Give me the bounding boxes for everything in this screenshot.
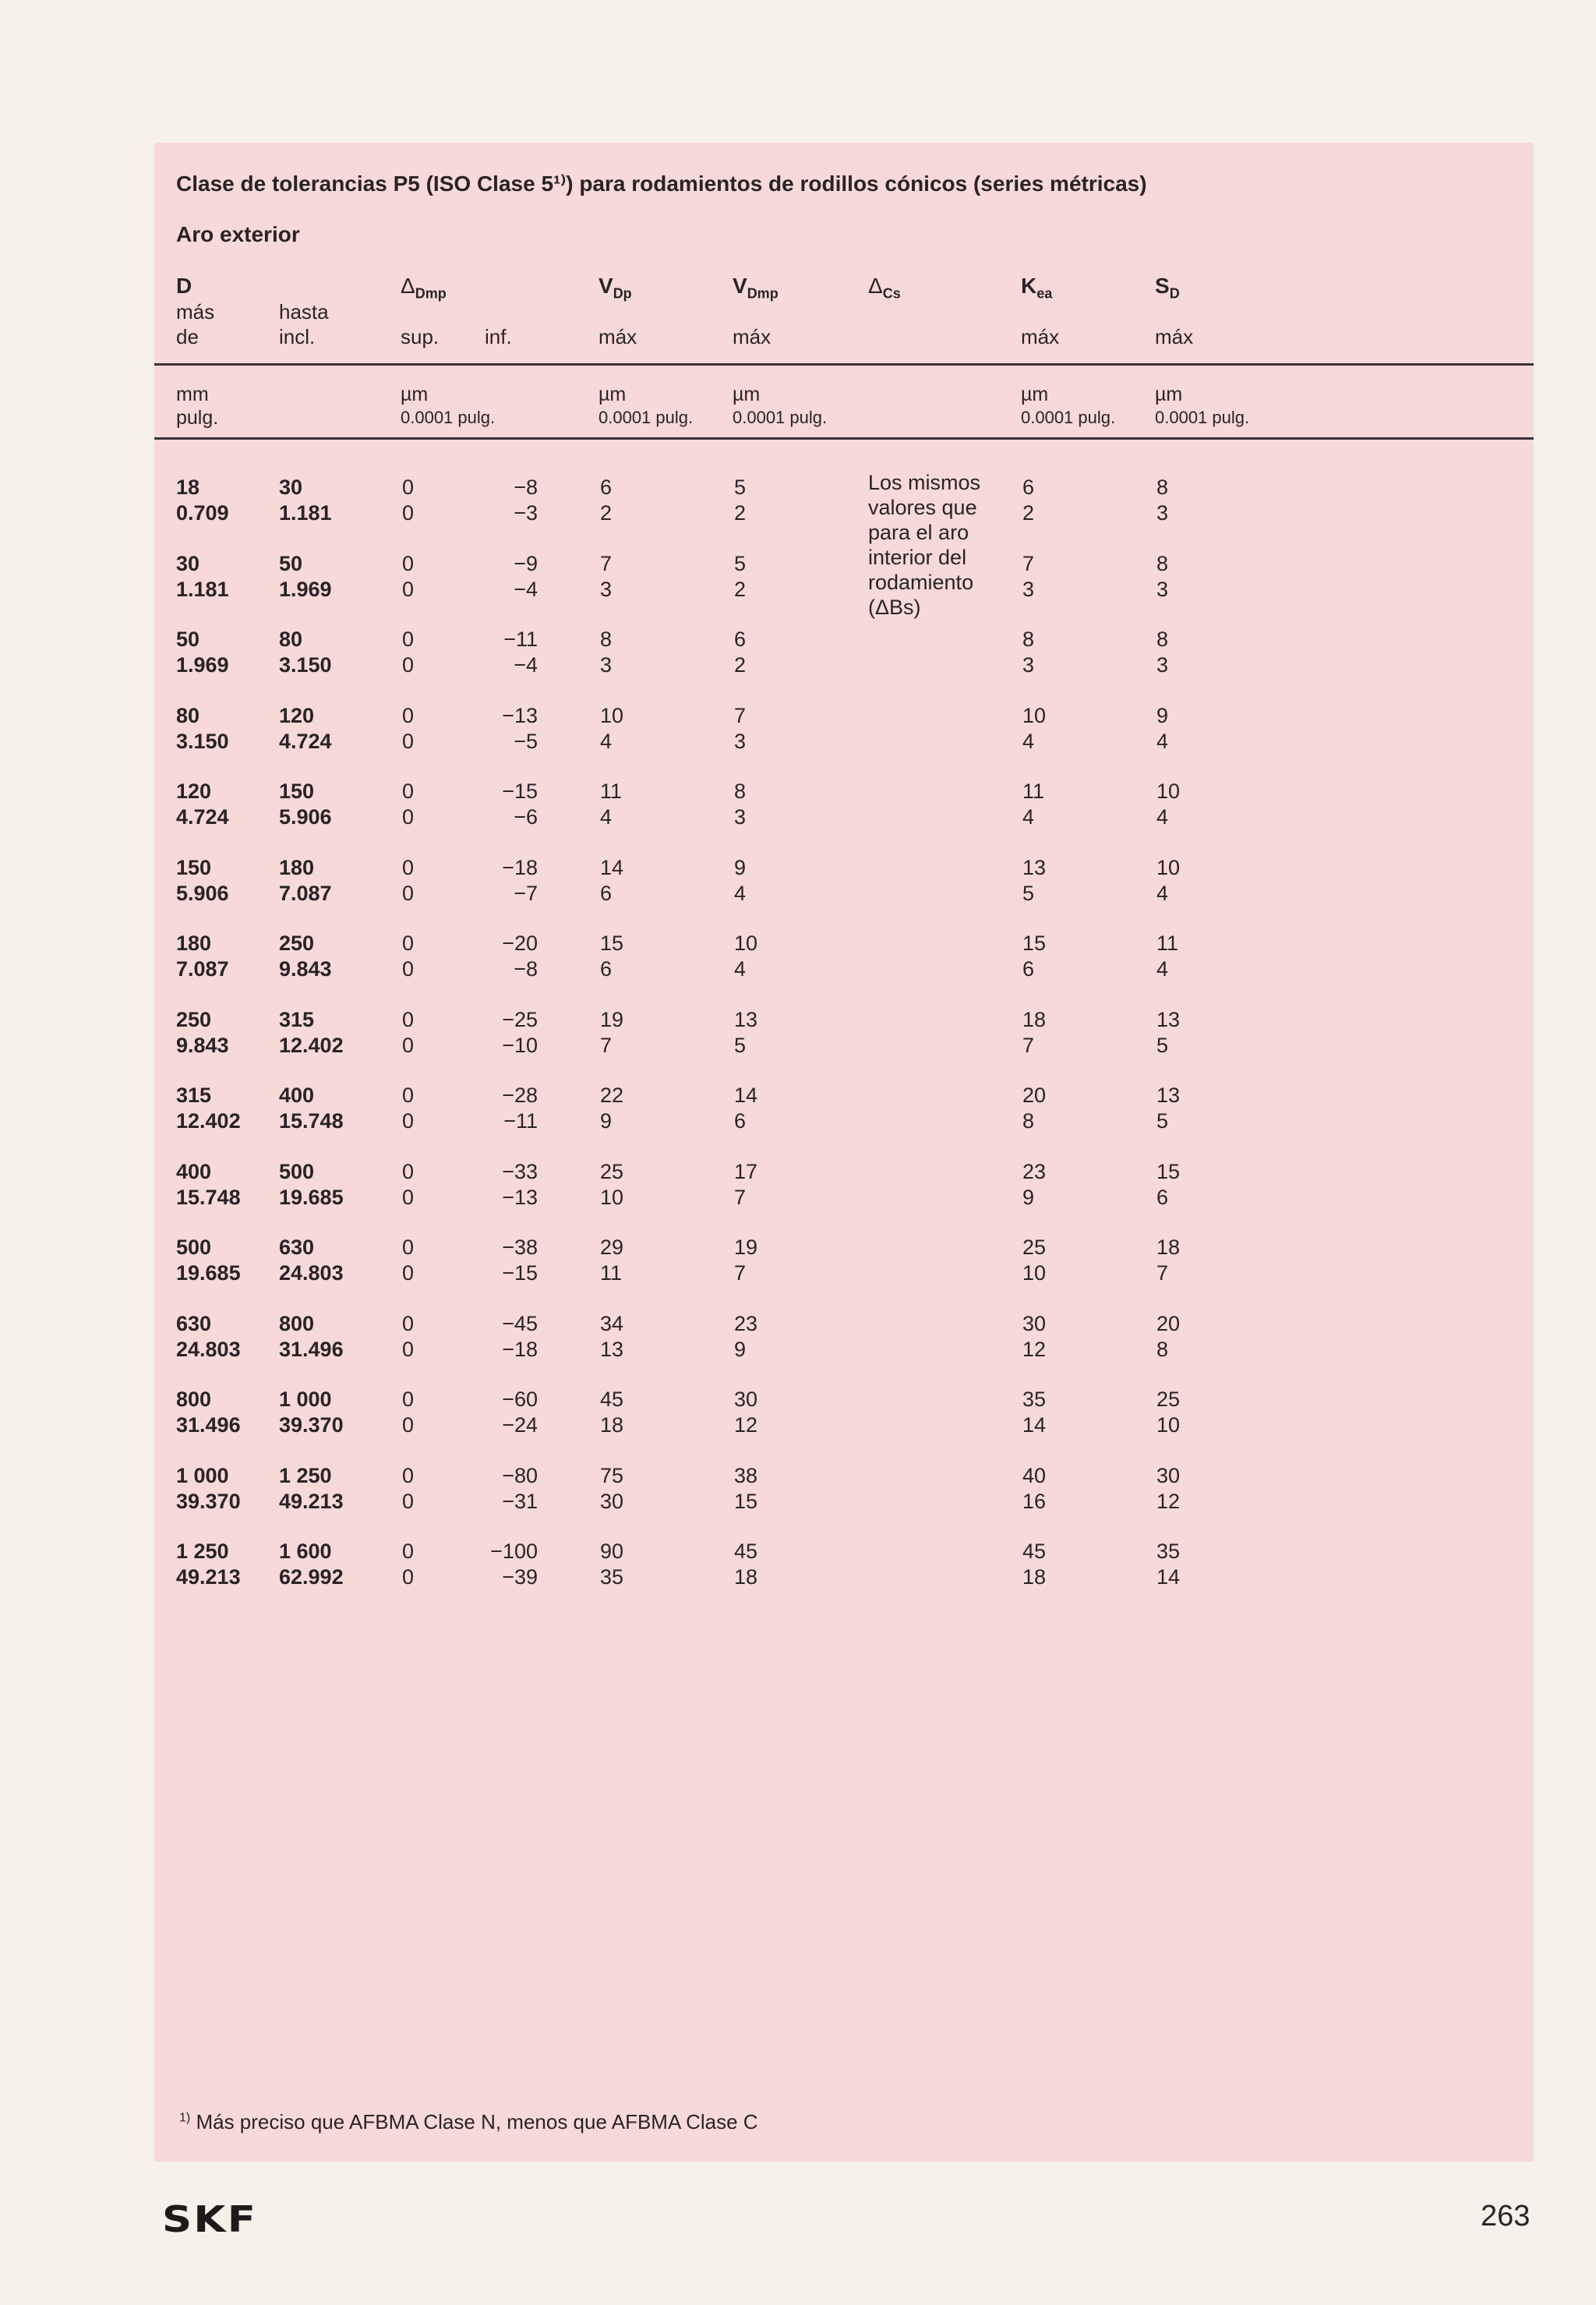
cell-sd: 13 5 xyxy=(1156,1007,1181,1057)
cell-vdmp: 19 7 xyxy=(734,1236,758,1285)
cell-sup: 0 0 xyxy=(402,1236,415,1285)
cell-sup: 0 0 xyxy=(402,1463,415,1513)
table-row xyxy=(154,1463,1534,1516)
header-vdmp: $V_{Dmp}$ xyxy=(733,274,779,302)
table-row xyxy=(154,1159,1534,1212)
cell-vdp: 15 6 xyxy=(600,932,624,981)
cell-sd: 35 14 xyxy=(1156,1540,1181,1589)
cell-vdp: 29 11 xyxy=(600,1236,624,1285)
cell-mas: 315 12.402 xyxy=(176,1084,241,1133)
cell-vdp: 8 3 xyxy=(600,628,613,677)
cell-hasta: 1 000 39.370 xyxy=(279,1388,344,1437)
unit-kea: µm 0.0001 pulg. xyxy=(1021,384,1116,427)
header-delta-cs: $\Delta_{Cs}$ xyxy=(868,274,901,302)
cell-kea: 6 2 xyxy=(1022,475,1035,525)
cell-mas: 500 19.685 xyxy=(176,1236,241,1285)
cell-sd: 25 10 xyxy=(1156,1388,1181,1437)
cell-sd: 20 8 xyxy=(1156,1311,1181,1361)
table-row xyxy=(154,1311,1534,1364)
header-inf: inf. xyxy=(485,325,512,348)
cell-inf: −20 −8 xyxy=(502,932,538,981)
cell-inf: −8 −3 xyxy=(514,475,538,525)
cell-sd: 8 3 xyxy=(1156,475,1169,525)
cell-mas: 50 1.969 xyxy=(176,628,229,677)
cell-hasta: 1 250 49.213 xyxy=(279,1463,344,1513)
table-row xyxy=(154,551,1534,604)
cell-inf: −25 −10 xyxy=(502,1007,538,1057)
cell-vdmp: 13 5 xyxy=(734,1007,758,1057)
cell-sd: 11 4 xyxy=(1156,932,1179,981)
cell-vdmp: 6 2 xyxy=(734,628,747,677)
header-vdp-max: máx xyxy=(598,325,637,348)
table-row xyxy=(154,1235,1534,1288)
cell-mas: 30 1.181 xyxy=(176,551,229,601)
cell-sd: 13 5 xyxy=(1156,1084,1181,1133)
cell-sup: 0 0 xyxy=(402,855,415,905)
cell-mas: 800 31.496 xyxy=(176,1388,241,1437)
unit-vdmp: µm 0.0001 pulg. xyxy=(733,384,828,427)
cell-kea: 30 12 xyxy=(1022,1311,1047,1361)
cell-hasta: 315 12.402 xyxy=(279,1007,344,1057)
cell-inf: −80 −31 xyxy=(502,1463,538,1513)
cell-sd: 18 7 xyxy=(1156,1236,1181,1285)
cell-sd: 8 3 xyxy=(1156,551,1169,601)
cell-vdmp: 17 7 xyxy=(734,1159,758,1209)
cell-vdmp: 30 12 xyxy=(734,1388,758,1437)
table-row xyxy=(154,627,1534,680)
cell-inf: −60 −24 xyxy=(502,1388,538,1437)
cell-sup: 0 0 xyxy=(402,703,415,753)
cell-vdp: 34 13 xyxy=(600,1311,624,1361)
table-row xyxy=(154,1083,1534,1136)
tolerance-table-panel xyxy=(154,143,1534,2162)
header-sd-max: máx xyxy=(1155,325,1194,348)
cell-mas: 1 000 39.370 xyxy=(176,1463,241,1513)
cell-hasta: 250 9.843 xyxy=(279,932,332,981)
cell-vdmp: 5 2 xyxy=(734,551,747,601)
cell-kea: 45 18 xyxy=(1022,1540,1047,1589)
cell-hasta: 630 24.803 xyxy=(279,1236,344,1285)
cell-hasta: 1 600 62.992 xyxy=(279,1540,344,1589)
cell-sup: 0 0 xyxy=(402,1159,415,1209)
cell-vdp: 90 35 xyxy=(600,1540,624,1589)
cell-kea: 10 4 xyxy=(1022,703,1047,753)
cell-sup: 0 0 xyxy=(402,780,415,829)
cell-hasta: 800 31.496 xyxy=(279,1311,344,1361)
cell-vdp: 6 2 xyxy=(600,475,613,525)
cell-sd: 8 3 xyxy=(1156,628,1169,677)
cell-kea: 13 5 xyxy=(1022,855,1047,905)
unit-d: mm pulg. xyxy=(176,384,219,429)
cell-vdp: 25 10 xyxy=(600,1159,624,1209)
page-number: 263 xyxy=(1481,2200,1531,2233)
cell-mas: 150 5.906 xyxy=(176,855,229,905)
cell-inf: −11 −4 xyxy=(503,628,538,677)
cell-mas: 250 9.843 xyxy=(176,1007,229,1057)
cell-inf: −15 −6 xyxy=(502,780,538,829)
cell-hasta: 30 1.181 xyxy=(279,475,332,525)
header-vdmp-max: máx xyxy=(733,325,772,348)
cell-vdmp: 8 3 xyxy=(734,780,747,829)
table-row xyxy=(154,1539,1534,1592)
cell-inf: −9 −4 xyxy=(514,551,538,601)
header-mas: más xyxy=(176,300,215,323)
table-row xyxy=(154,703,1534,756)
cell-vdmp: 7 3 xyxy=(734,703,747,753)
cell-vdmp: 9 4 xyxy=(734,855,747,905)
cell-inf: −45 −18 xyxy=(502,1311,538,1361)
cell-inf: −28 −11 xyxy=(502,1084,538,1133)
cell-sup: 0 0 xyxy=(402,1311,415,1361)
cell-mas: 120 4.724 xyxy=(176,780,229,829)
cell-vdp: 11 4 xyxy=(600,780,623,829)
cell-kea: 40 16 xyxy=(1022,1463,1047,1513)
cell-vdp: 7 3 xyxy=(600,551,613,601)
cell-vdmp: 14 6 xyxy=(734,1084,758,1133)
cell-vdp: 75 30 xyxy=(600,1463,624,1513)
cell-sd: 10 4 xyxy=(1156,780,1181,829)
cell-vdmp: 23 9 xyxy=(734,1311,758,1361)
delta-cs-note: Los mismos valores que para el aro interior del rodamiento (ΔBs) xyxy=(868,471,981,619)
table-title: Clase de tolerancias P5 (ISO Clase 5¹⁾) para rodamientos de rodillos cónicos (series métricas) xyxy=(176,171,1147,196)
cell-kea: 20 8 xyxy=(1022,1084,1047,1133)
cell-mas: 18 0.709 xyxy=(176,475,229,525)
cell-sup: 0 0 xyxy=(402,1007,415,1057)
cell-sd: 30 12 xyxy=(1156,1463,1181,1513)
table-row xyxy=(154,931,1534,984)
cell-hasta: 500 19.685 xyxy=(279,1159,344,1209)
cell-vdmp: 10 4 xyxy=(734,932,758,981)
cell-hasta: 150 5.906 xyxy=(279,780,332,829)
cell-hasta: 80 3.150 xyxy=(279,628,332,677)
cell-sd: 10 4 xyxy=(1156,855,1181,905)
cell-mas: 1 250 49.213 xyxy=(176,1540,241,1589)
header-incl: incl. xyxy=(279,325,316,348)
cell-inf: −100 −39 xyxy=(490,1540,538,1589)
cell-mas: 180 7.087 xyxy=(176,932,229,981)
cell-vdp: 45 18 xyxy=(600,1388,624,1437)
cell-kea: 8 3 xyxy=(1022,628,1035,677)
header-sd: $S_D$ xyxy=(1155,274,1180,302)
header-de: de xyxy=(176,325,199,348)
cell-hasta: 180 7.087 xyxy=(279,855,332,905)
cell-inf: −13 −5 xyxy=(502,703,538,753)
cell-kea: 11 4 xyxy=(1022,780,1045,829)
table-row xyxy=(154,1387,1534,1440)
footnote: $^{1)}$ Más preciso que AFBMA Clase N, menos que AFBMA Clase C xyxy=(179,2110,758,2134)
cell-vdmp: 38 15 xyxy=(734,1463,758,1513)
cell-sup: 0 0 xyxy=(402,1388,415,1437)
cell-sup: 0 0 xyxy=(402,1084,415,1133)
header-d: D xyxy=(176,274,192,298)
cell-kea: 35 14 xyxy=(1022,1388,1047,1437)
table-row xyxy=(154,855,1534,908)
cell-vdp: 22 9 xyxy=(600,1084,624,1133)
unit-vdp: µm 0.0001 pulg. xyxy=(598,384,694,427)
cell-hasta: 400 15.748 xyxy=(279,1084,344,1133)
table-row xyxy=(154,475,1534,528)
table-row xyxy=(154,779,1534,832)
cell-kea: 18 7 xyxy=(1022,1007,1047,1057)
header-vdp: $V_{Dp}$ xyxy=(598,274,632,302)
header-rule xyxy=(154,363,1534,366)
cell-vdmp: 5 2 xyxy=(734,475,747,525)
cell-hasta: 50 1.969 xyxy=(279,551,332,601)
cell-vdmp: 45 18 xyxy=(734,1540,758,1589)
units-rule xyxy=(154,437,1534,440)
cell-hasta: 120 4.724 xyxy=(279,703,332,753)
cell-mas: 80 3.150 xyxy=(176,703,229,753)
unit-dmp: µm 0.0001 pulg. xyxy=(401,384,496,427)
cell-sup: 0 0 xyxy=(402,551,415,601)
cell-inf: −38 −15 xyxy=(502,1236,538,1285)
cell-kea: 15 6 xyxy=(1022,932,1047,981)
table-row xyxy=(154,1007,1534,1060)
unit-sd: µm 0.0001 pulg. xyxy=(1155,384,1250,427)
cell-sup: 0 0 xyxy=(402,932,415,981)
cell-sd: 15 6 xyxy=(1156,1159,1181,1209)
header-hasta: hasta xyxy=(279,300,329,323)
cell-inf: −18 −7 xyxy=(502,855,538,905)
cell-kea: 7 3 xyxy=(1022,551,1035,601)
cell-vdp: 10 4 xyxy=(600,703,624,753)
cell-mas: 630 24.803 xyxy=(176,1311,241,1361)
cell-sup: 0 0 xyxy=(402,1540,415,1589)
cell-kea: 23 9 xyxy=(1022,1159,1047,1209)
cell-kea: 25 10 xyxy=(1022,1236,1047,1285)
cell-mas: 400 15.748 xyxy=(176,1159,241,1209)
skf-logo: SKF xyxy=(162,2198,258,2240)
cell-sup: 0 0 xyxy=(402,628,415,677)
header-sup: sup. xyxy=(401,325,440,348)
table-subtitle: Aro exterior xyxy=(176,222,300,246)
header-kea-max: máx xyxy=(1021,325,1060,348)
cell-vdp: 14 6 xyxy=(600,855,624,905)
header-kea: $K_{ea}$ xyxy=(1021,274,1053,302)
cell-inf: −33 −13 xyxy=(502,1159,538,1209)
cell-vdp: 19 7 xyxy=(600,1007,624,1057)
header-delta-dmp: $\Delta_{Dmp}$ xyxy=(401,274,447,302)
cell-sd: 9 4 xyxy=(1156,703,1169,753)
cell-sup: 0 0 xyxy=(402,475,415,525)
